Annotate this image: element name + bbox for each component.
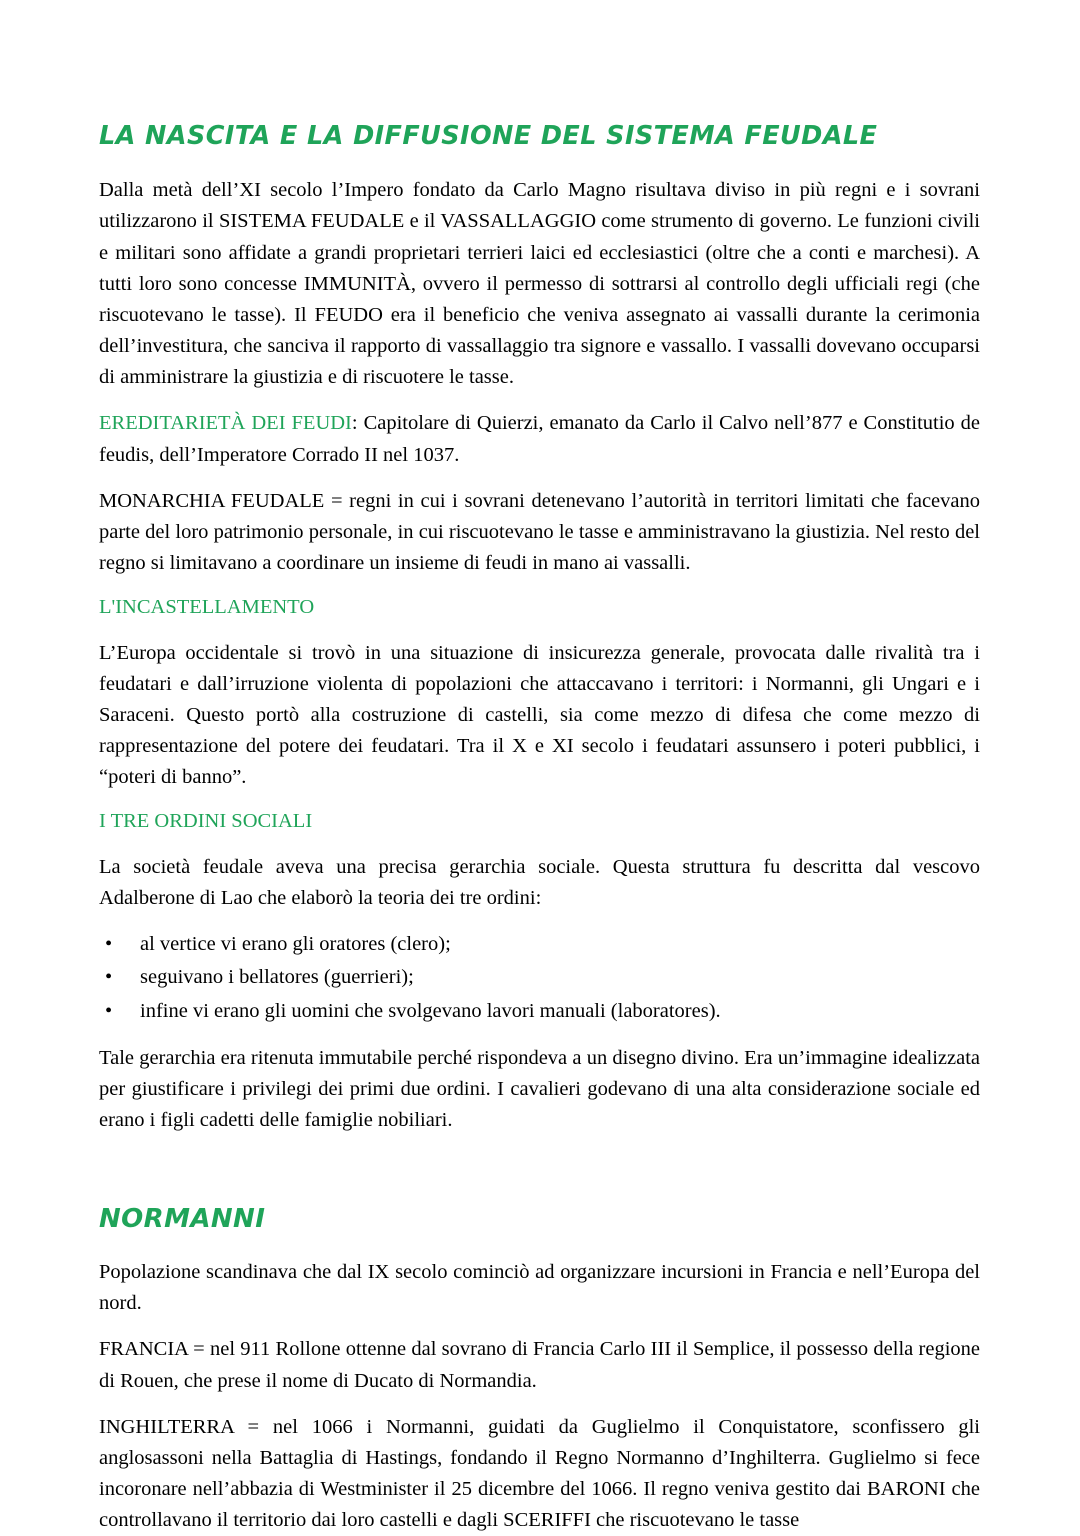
tre-ordini-closing-paragraph: Tale gerarchia era ritenuta immutabile perché rispondeva a un disegno divino. Era un’immagine idealizzata per giustificare i privilegi dei primi due ordini. I cavalieri godevano di una alta considerazione sociale ed erano i figli cadetti delle famiglie nobiliari. [99,1046,980,1131]
monarchia-feudale-paragraph: MONARCHIA FEUDALE = regni in cui i sovrani detenevano l’autorità in territori limitati che facevano parte del loro patrimonio personale, in cui riscuotevano le tasse e amministravano la giustizia. Nel resto del regno si limitavano a coordinare un insieme di feudi in mano ai vassalli. [99,489,980,575]
heading-tre-ordini-sociali: I TRE ORDINI SOCIALI [99,810,313,833]
bullet-icon: • [105,933,113,956]
list-item [99,962,980,993]
heading-normanni: NORMANNI [99,1204,266,1235]
ereditarieta-body: : Capitolare di Quierzi, emanato da Carlo il Calvo nell’877 e Constitutio de feudis, dell’Imperatore Corrado II nel 1037. [99,412,980,466]
tre-ordini-list [99,929,980,1026]
page-title: LA NASCITA E LA DIFFUSIONE DEL SISTEMA FEUDALE [99,121,878,151]
incastellamento-paragraph: L’Europa occidentale si trovò in una situazione di insicurezza generale, provocata dalle rivalità tra i feudatari e dall’irruzione violenta di popolazioni che attaccavano i territori: i Normanni, gli Ungari e i Saraceni. Questo portò alla costruzione di castelli, sia come mezzo di difesa che come mezzo di rappresentazione del potere dei feudatari. Tra il X e XI secolo i feudatari assunsero i poteri pubblici, i “poteri di banno”. [99,641,980,789]
normanni-inghilterra-paragraph: INGHILTERRA = nel 1066 i Normanni, guidati da Guglielmo il Conquistatore, sconfissero gli anglosassoni nella Battaglia di Hastings, fondando il Regno Normanno d’Inghilterra. Guglielmo si fece incoronare nell’abbazia di Westminister il 25 dicembre del 1066. Il regno veniva gestito dai BARONI che controllavano il territorio dai loro castelli e dagli SCERIFFI che riscuotevano le tasse [99,1415,980,1532]
ereditarieta-paragraph [99,408,980,470]
list-item-label: al vertice vi erano gli oratores (clero); [140,933,451,956]
bullet-icon: • [105,966,113,989]
list-item-label: seguivano i bellatores (guerrieri); [140,966,414,989]
list-item-label: infine vi erano gli uomini che svolgevano lavori manuali (laboratores). [140,999,721,1022]
bullet-icon: • [105,999,113,1022]
list-item [99,929,980,960]
heading-incastellamento: L'INCASTELLAMENTO [99,596,315,619]
ereditarieta-label: EREDITARIETÀ DEI FEUDI [99,412,352,435]
normanni-intro-paragraph: Popolazione scandinava che dal IX secolo cominciò ad organizzare incursioni in Francia e nell’Europa del nord. [99,1261,980,1315]
list-item [99,996,980,1027]
normanni-francia-paragraph: FRANCIA = nel 911 Rollone ottenne dal sovrano di Francia Carlo III il Semplice, il possesso della regione di Rouen, che prese il nome di Ducato di Normandia. [99,1338,980,1392]
tre-ordini-intro-paragraph: La società feudale aveva una precisa gerarchia sociale. Questa struttura fu descritta dal vescovo Adalberone di Lao che elaborò la teoria dei tre ordini: [99,855,980,910]
section-spacer [99,1151,980,1205]
document-body [99,122,980,1536]
intro-paragraph: Dalla metà dell’XI secolo l’Impero fondato da Carlo Magno risultava diviso in più regni e i sovrani utilizzarono il SISTEMA FEUDALE e il VASSALLAGGIO come strumento di governo. Le funzioni civili e militari sono affidate a grandi proprietari terrieri laici ed ecclesiastici (oltre che a conti e marchesi). A tutti loro sono concesse IMMUNITÀ, ovvero il permesso di sottrarsi al controllo degli ufficiali regi (che riscuotevano le tasse). Il FEUDO era il beneficio che veniva assegnato ai vassalli durante la cerimonia dell’investitura, che sanciva il rapporto di vassallaggio tra signore e vassallo. I vassalli dovevano occuparsi di amministrare la giustizia e di riscuotere le tasse. [99,179,980,389]
